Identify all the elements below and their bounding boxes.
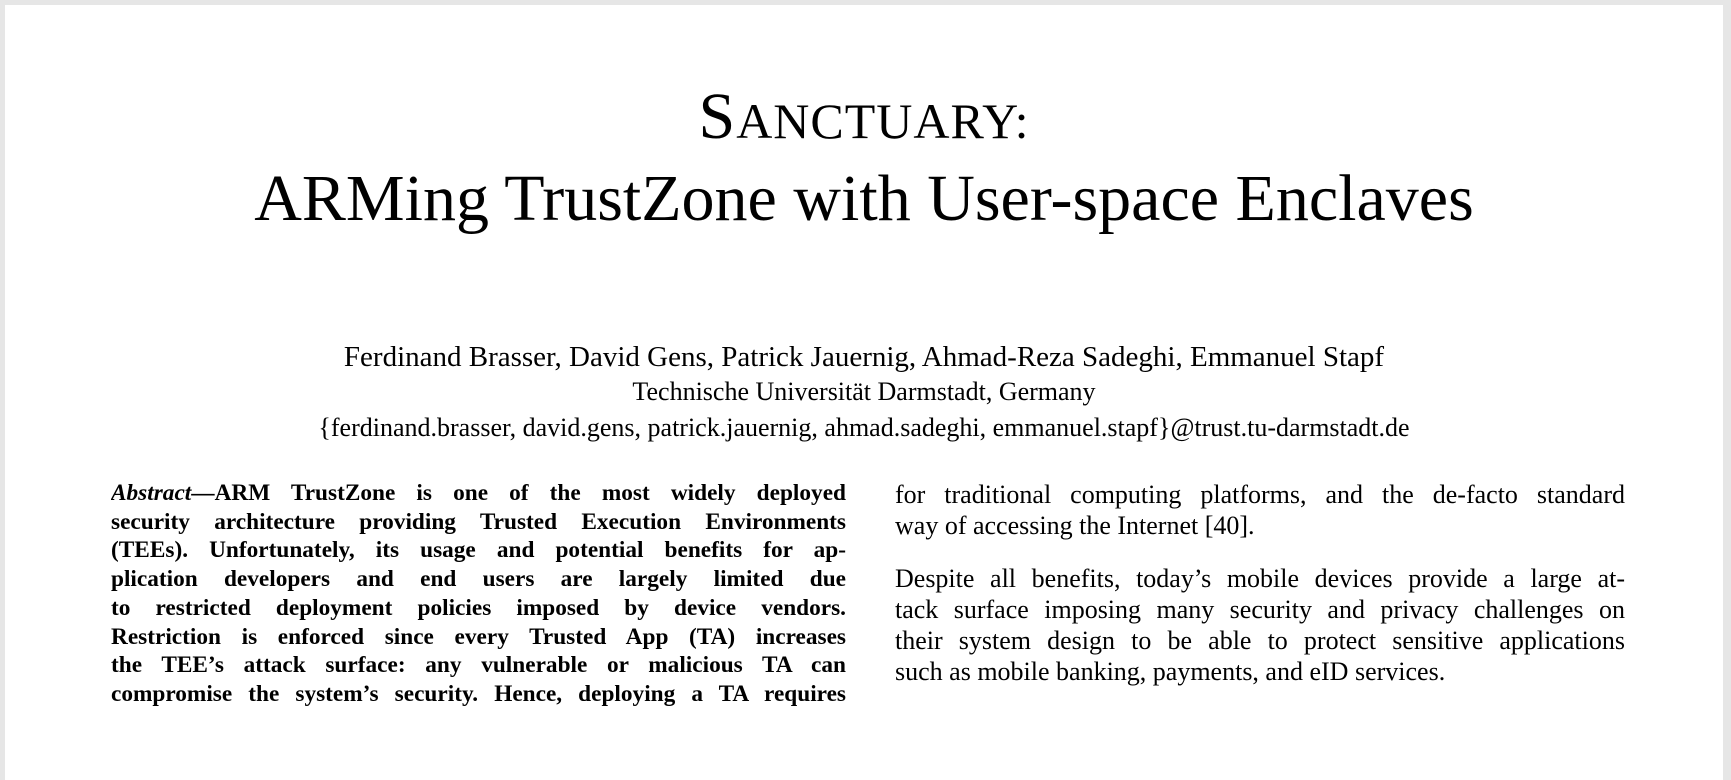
body-paragraph: [895, 479, 1625, 541]
abstract-line: Restriction is enforced since every Trusted App (TA) increases: [111, 623, 846, 650]
abstract: [111, 479, 846, 709]
body-line: Despite all benefits, today’s mobile devices provide a large at-: [895, 564, 1625, 593]
body-line: tack surface imposing many security and privacy challenges on: [895, 595, 1625, 624]
abstract-line: to restricted deployment policies imposed by device vendors.: [111, 594, 846, 621]
abstract-line: security architecture providing Trusted Execution Environments: [111, 508, 846, 535]
abstract-line: (TEEs). Unfortunately, its usage and potential benefits for ap-: [111, 537, 846, 564]
abstract-line: Abstract—ARM TrustZone is one of the most widely deployed: [111, 480, 846, 506]
body-text-column: [895, 479, 1625, 709]
body-paragraph: [895, 563, 1625, 687]
body-line: way of accessing the Internet [40].: [895, 511, 1255, 540]
abstract-label: Abstract: [111, 480, 192, 506]
affiliation: Technische Universität Darmstadt, Germany: [632, 377, 1096, 406]
paper-page: [5, 5, 1723, 780]
abstract-line: plication developers and end users are largely limited due: [111, 566, 846, 593]
body-line: for traditional computing platforms, and the de-facto standard: [895, 480, 1625, 509]
abstract-line: compromise the system’s security. Hence, deploying a TA requires: [111, 680, 846, 707]
body-line: their system design to be able to protect sensitive applications: [895, 626, 1625, 655]
title-small-caps: ANCTUARY:: [736, 93, 1030, 149]
paper-title-line-2: ARMing TrustZone with User-space Enclaves: [254, 162, 1474, 235]
abstract-line: the TEE’s attack surface: any vulnerable or malicious TA can: [111, 652, 846, 679]
author-emails: {ferdinand.brasser, david.gens, patrick.jauernig, ahmad.sadeghi, emmanuel.stapf}@trust.tu-darmstadt.de: [318, 413, 1410, 442]
paper-title-line-1: [5, 77, 1723, 161]
author-list: Ferdinand Brasser, David Gens, Patrick Jauernig, Ahmad-Reza Sadeghi, Emmanuel Stapf: [343, 341, 1385, 373]
title-initial: S: [698, 80, 737, 153]
body-line: such as mobile banking, payments, and eID services.: [895, 657, 1446, 686]
